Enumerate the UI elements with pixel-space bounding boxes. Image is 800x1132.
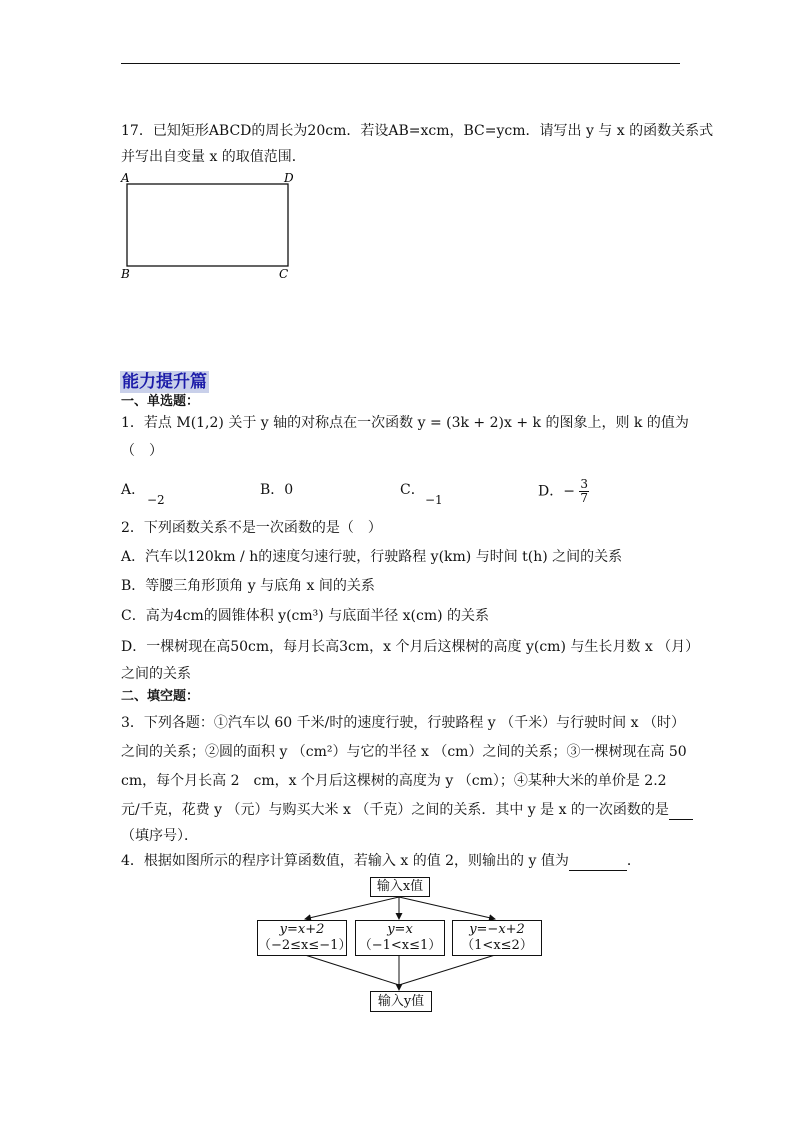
q17-line2: 并写出自变量 x 的取值范围． [121, 149, 306, 165]
merge-line-left [305, 955, 399, 985]
part2-title: 二、填空题： [121, 689, 200, 704]
option-a-value: −2 [147, 493, 165, 507]
vertex-label-b: B [121, 267, 130, 281]
fraction-numerator: 3 [580, 477, 589, 491]
rectangle-abcd-figure [118, 168, 298, 283]
flowchart-box-1 [257, 920, 352, 956]
option-d-label: D． [538, 483, 564, 500]
merge-line-right [399, 955, 495, 985]
q3-answer-blank[interactable] [669, 805, 693, 820]
q4-stem-end: ． [626, 853, 641, 869]
q1-paren: （ ） [121, 443, 163, 459]
header-rule [121, 63, 680, 64]
q4-answer-blank[interactable] [569, 856, 627, 871]
option-c-label: C． [400, 482, 425, 498]
q2-option-b: B．等腰三角形顶角 y 与底角 x 间的关系 [121, 578, 375, 594]
rectangle-shape [127, 184, 288, 266]
vertex-label-d: D [284, 171, 294, 185]
q2-option-a: A．汽车以120km / h的速度匀速行驶，行驶路程 y(km) 与时间 t(h) 之间的关系 [121, 549, 623, 565]
box1-range: （−2≤x≤−1） [258, 938, 352, 953]
part1-title: 一、单选题： [121, 394, 200, 409]
vertex-label-c: C [279, 267, 289, 281]
q3-line4 [121, 800, 693, 820]
option-c-value: −1 [425, 493, 443, 507]
option-d-fraction [579, 478, 589, 505]
box2-range: （−1<x≤1） [358, 938, 442, 953]
q1-option-d [538, 478, 589, 505]
box2-formula: y=x [387, 922, 413, 937]
option-b-label: B． [260, 482, 285, 498]
option-d-sign: − [563, 483, 575, 500]
q17-line1: 17．已知矩形ABCD的周长为20cm．若设AB=xcm，BC=ycm．请写出 y 与 x 的函数关系式 [121, 123, 714, 139]
q2-stem: 2．下列函数关系不是一次函数的是（ ） [121, 520, 382, 536]
q1-option-c [400, 480, 425, 500]
q3-line1: 3．下列各题：①汽车以 60 千米/时的速度行驶，行驶路程 y （千米）与行驶时间 x （时） [121, 715, 685, 731]
q1-option-a [121, 480, 145, 500]
q4-stem [121, 851, 641, 871]
arrow-to-box1 [305, 897, 399, 919]
section-title: 能力提升篇 [122, 372, 207, 392]
box1-formula: y=x+2 [279, 922, 325, 937]
q3-line5: （填序号）． [121, 828, 198, 844]
option-a-label: A． [121, 482, 146, 498]
q4-stem-text: 4．根据如图所示的程序计算函数值，若输入 x 的值 2，则输出的 y 值为 [121, 853, 569, 869]
flowchart-output-box: 输入y值 [370, 991, 432, 1012]
option-b-value: 0 [284, 482, 294, 498]
q3-line3: cm，每个月长高 2 cm，x 个月后这棵树的高度为 y （cm）；④某种大米的单价是 2.2 [121, 773, 667, 789]
q3-line4-text: 元/千克，花费 y （元）与购买大米 x （千克）之间的关系．其中 y 是 x 的一次函数的是 [121, 802, 669, 818]
box3-range: （1<x≤2） [461, 938, 533, 953]
q2-option-d-line1: D．一棵树现在高50cm，每月长高3cm，x 个月后这棵树的高度 y(cm) 与生长月数 x （月） [121, 639, 700, 655]
fraction-denominator: 7 [580, 491, 589, 505]
vertex-label-a: A [121, 171, 130, 185]
q1-option-b [260, 480, 293, 500]
flowchart-box-3 [452, 920, 542, 956]
q1-stem: 1．若点 M(1,2) 关于 y 轴的对称点在一次函数 y = (3k + 2)x + k 的图象上，则 k 的值为 [121, 415, 689, 431]
q2-option-c: C．高为4cm的圆锥体积 y(cm³) 与底面半径 x(cm) 的关系 [121, 608, 490, 624]
flowchart-box-2 [355, 920, 445, 956]
q3-line2: 之间的关系；②圆的面积 y （cm²）与它的半径 x （cm）之间的关系；③一棵树现在高 50 [121, 744, 687, 760]
arrow-to-box3 [399, 897, 495, 919]
q2-option-d-line2: 之间的关系 [121, 666, 191, 682]
flowchart-input-box: 输入x值 [370, 877, 430, 897]
box3-formula: y=−x+2 [469, 922, 525, 937]
